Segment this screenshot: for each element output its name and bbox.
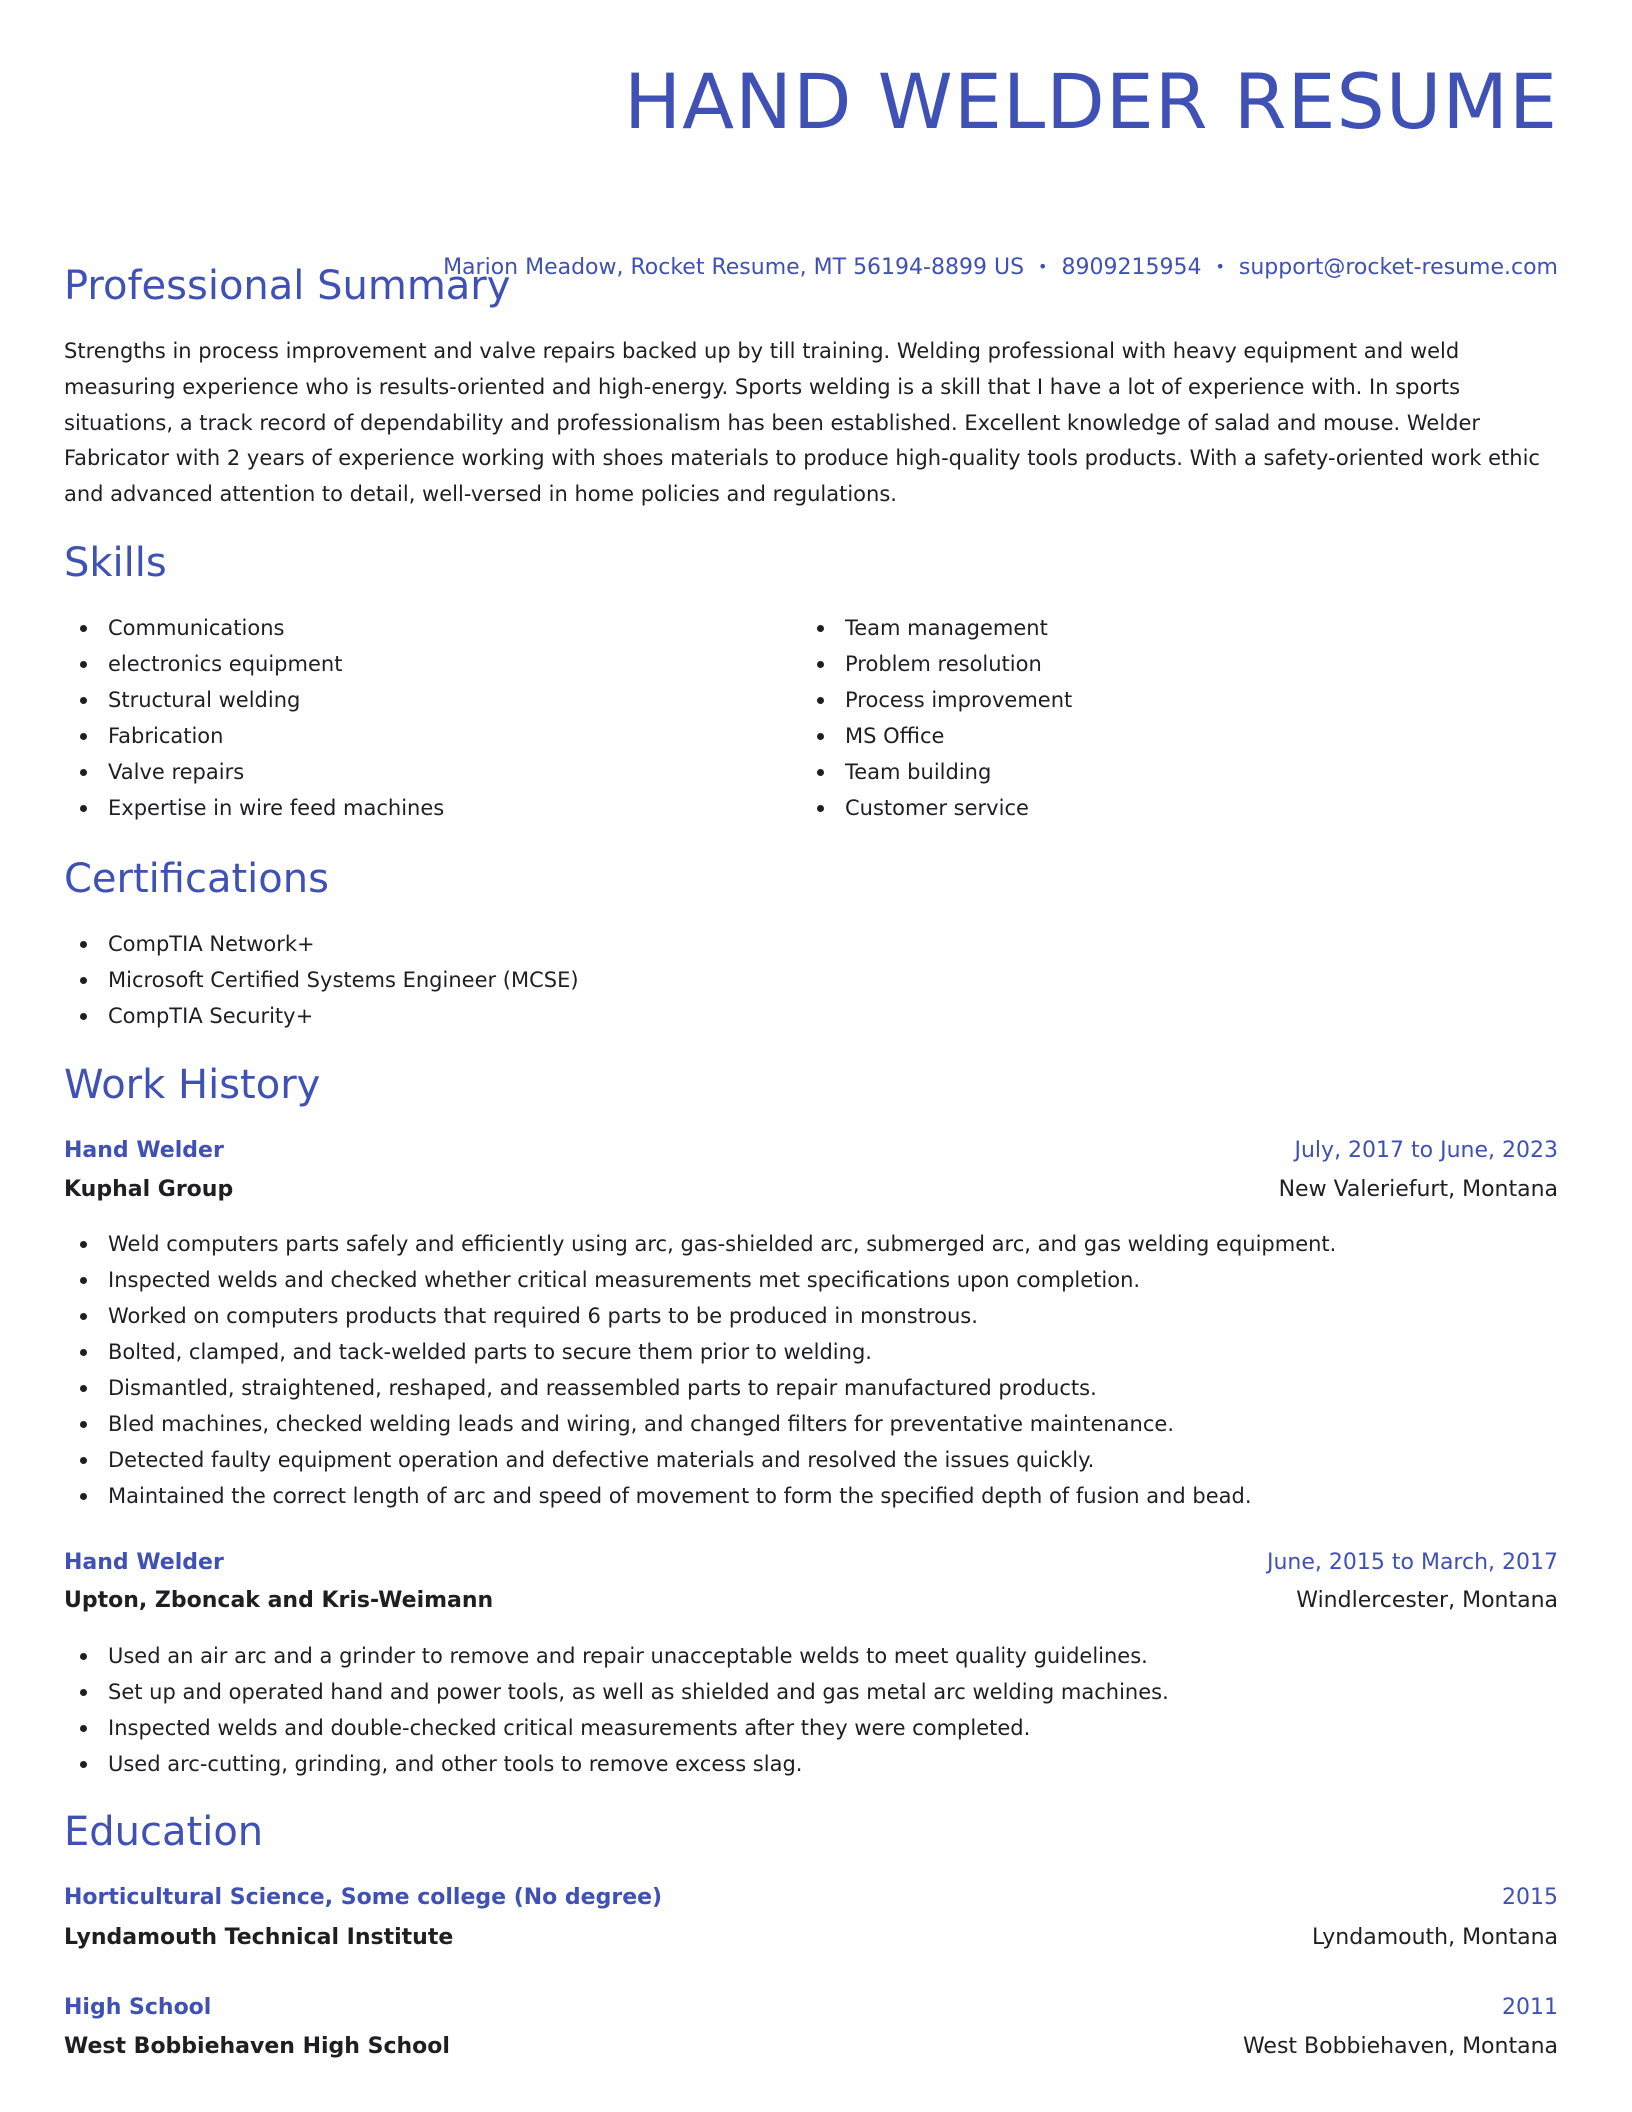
section-heading-skills: Skills bbox=[64, 540, 167, 586]
education-school-row bbox=[64, 2031, 1558, 2063]
resume-title: HAND WELDER RESUME bbox=[624, 57, 1558, 146]
job-bullet: Bled machines, checked welding leads and wiring, and changed filters for preventative maintenance. bbox=[64, 1406, 1336, 1442]
contact-separator: • bbox=[1038, 257, 1048, 276]
job-bullet: Inspected welds and checked whether critical measurements met specifications upon completion. bbox=[64, 1262, 1336, 1298]
education-school: Lyndamouth Technical Institute bbox=[64, 1925, 454, 1950]
job-role: Hand Welder bbox=[64, 1550, 224, 1575]
job-bullets bbox=[64, 1226, 1336, 1514]
contact-address: Marion Meadow, Rocket Resume, MT 56194-8899 US bbox=[443, 255, 1025, 280]
skill-item: electronics equipment bbox=[64, 646, 764, 682]
skills-column-right bbox=[801, 610, 1501, 826]
job-location: Windlercester, Montana bbox=[1296, 1588, 1558, 1613]
job-company-row bbox=[64, 1174, 1558, 1206]
education-degree-row bbox=[64, 1992, 1558, 2024]
skill-item: Customer service bbox=[801, 790, 1501, 826]
job-bullet: Inspected welds and double-checked critical measurements after they were completed. bbox=[64, 1710, 1169, 1746]
skill-item: Problem resolution bbox=[801, 646, 1501, 682]
section-heading-education: Education bbox=[64, 1809, 264, 1855]
section-heading-work-history: Work History bbox=[64, 1062, 321, 1108]
skill-item: Process improvement bbox=[801, 682, 1501, 718]
skill-item: Communications bbox=[64, 610, 764, 646]
skill-item: Fabrication bbox=[64, 718, 764, 754]
education-year: 2015 bbox=[1502, 1885, 1558, 1910]
contact-separator: • bbox=[1215, 257, 1225, 276]
resume-page bbox=[64, 0, 1558, 2059]
job-title-row bbox=[64, 1135, 1558, 1167]
education-school-row bbox=[64, 1922, 1558, 1954]
skill-item: Structural welding bbox=[64, 682, 764, 718]
job-bullet: Used an air arc and a grinder to remove and repair unacceptable welds to meet quality guidelines. bbox=[64, 1638, 1169, 1674]
skill-item: Team management bbox=[801, 610, 1501, 646]
job-company: Kuphal Group bbox=[64, 1177, 234, 1202]
job-bullet: Used arc-cutting, grinding, and other tools to remove excess slag. bbox=[64, 1746, 1169, 1782]
education-school: West Bobbiehaven High School bbox=[64, 2034, 450, 2059]
section-heading-certifications: Certifications bbox=[64, 856, 329, 902]
education-degree: Horticultural Science, Some college (No degree) bbox=[64, 1885, 663, 1910]
job-dates: July, 2017 to June, 2023 bbox=[1294, 1138, 1558, 1163]
section-heading-summary: Professional Summary bbox=[64, 263, 511, 309]
job-bullet: Set up and operated hand and power tools, as well as shielded and gas metal arc welding machines. bbox=[64, 1674, 1169, 1710]
skill-item: MS Office bbox=[801, 718, 1501, 754]
skill-item: Team building bbox=[801, 754, 1501, 790]
certification-item: CompTIA Network+ bbox=[64, 926, 579, 962]
education-degree: High School bbox=[64, 1995, 212, 2020]
certification-item: Microsoft Certified Systems Engineer (MCSE) bbox=[64, 962, 579, 998]
job-bullets bbox=[64, 1638, 1169, 1782]
skill-item: Valve repairs bbox=[64, 754, 764, 790]
job-company-row bbox=[64, 1585, 1558, 1617]
contact-email[interactable]: support@rocket-resume.com bbox=[1238, 255, 1558, 280]
education-degree-row bbox=[64, 1882, 1558, 1914]
education-location: West Bobbiehaven, Montana bbox=[1242, 2034, 1558, 2059]
job-bullet: Detected faulty equipment operation and defective materials and resolved the issues quickly. bbox=[64, 1442, 1336, 1478]
job-bullet: Dismantled, straightened, reshaped, and reassembled parts to repair manufactured products. bbox=[64, 1370, 1336, 1406]
job-company: Upton, Zboncak and Kris-Weimann bbox=[64, 1588, 494, 1613]
education-year: 2011 bbox=[1502, 1995, 1558, 2020]
job-bullet: Weld computers parts safely and efficiently using arc, gas-shielded arc, submerged arc, and gas welding equipment. bbox=[64, 1226, 1336, 1262]
certification-item: CompTIA Security+ bbox=[64, 998, 579, 1034]
job-bullet: Worked on computers products that required 6 parts to be produced in monstrous. bbox=[64, 1298, 1336, 1334]
certifications-list bbox=[64, 926, 579, 1034]
resume-header bbox=[64, 0, 1558, 152]
job-role: Hand Welder bbox=[64, 1138, 224, 1163]
job-location: New Valeriefurt, Montana bbox=[1278, 1177, 1558, 1202]
education-location: Lyndamouth, Montana bbox=[1312, 1925, 1558, 1950]
contact-line bbox=[443, 252, 1558, 283]
job-dates: June, 2015 to March, 2017 bbox=[1267, 1550, 1558, 1575]
skills-column-left bbox=[64, 610, 764, 826]
job-title-row bbox=[64, 1547, 1558, 1579]
job-bullet: Maintained the correct length of arc and speed of movement to form the specified depth of fusion and bead. bbox=[64, 1478, 1336, 1514]
contact-phone[interactable]: 8909215954 bbox=[1061, 255, 1202, 280]
job-bullet: Bolted, clamped, and tack-welded parts to secure them prior to welding. bbox=[64, 1334, 1336, 1370]
skill-item: Expertise in wire feed machines bbox=[64, 790, 764, 826]
summary-text: Strengths in process improvement and valve repairs backed up by till training. Welding professional with heavy equipment and weld measuring experience who is results-oriented and high-energy. Sports welding is a skill that I have a lot of experience with. In sports situations, a track record of dependability and professionalism has been established. Excellent knowledge of salad and mouse. Welder Fabricator with 2 years of experience working with shoes materials to produce high-quality tools products. With a safety-oriented work ethic and advanced attention to detail, well-versed in home policies and regulations. bbox=[64, 339, 1540, 507]
